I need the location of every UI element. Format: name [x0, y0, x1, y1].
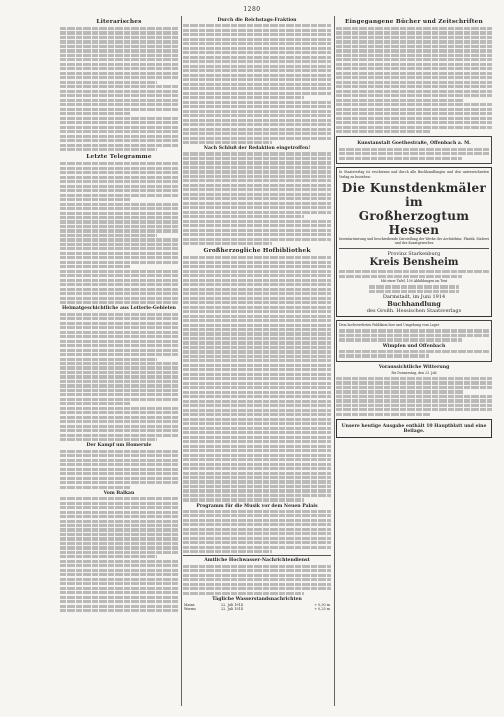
ad-title-2: Großherzogtum Hessen [358, 208, 470, 237]
heading-letzte-telegramme: Letzte Telegramme [86, 154, 152, 161]
heading-hofbibliothek: Großherzogliche Hofbibliothek [203, 248, 311, 255]
table-row: Mainz 22. Juli 1914 + 0,30 m [184, 602, 330, 607]
column-2 [183, 16, 331, 711]
heading-nach-schluss: Nach Schluß der Redaktion eingetroffen! [203, 146, 311, 152]
water-level-table [183, 603, 331, 611]
heading-buecher: Eingegangene Bücher und Zeitschriften [345, 19, 483, 25]
article-literarisches [60, 27, 178, 151]
table-row: Worms 22. Juli 1914 + 0,25 m [184, 606, 330, 611]
heading-reichstag: Durch die Reichstags-Fraktion [217, 18, 297, 23]
subheading-3: Vom Balkan [103, 490, 135, 496]
heading-hochwasser: Amtliche Hochwasser-Nachrichtendienst [204, 558, 310, 564]
column-3: Eingegangene Bücher und Zeitschriften Kunstanstalt Goethestraße, Offenbach a. M. In Staatsverlag ist erschienen und durch alle Buchhandlungen und den unterzeichneten Verlag zu beziehen: Die Kunstdenkmäler im Großherzogtum Hessen Inventarisierung und beschreibende Darstellung der Werke der Architektur, Plastik, Malerei und des Kunstgewerbes Provinz Starkenburg Kreis Bensheim Mit einer Tafel, 100 Abbildungen im Text Darmstadt, im Juni 1914 Buchhandlung des Großh. Hessischen Staatsverlags Dem hochverehrten Publikum hier und Umgebung vom Lager Wimpfen und Offenbach Voraussichtliche Witterung für Donnerstag, den 23. Juli Unsere heutige Ausgabe enthält 10 Hauptblatt und eine Beilage. [336, 16, 492, 711]
kreis-title: Kreis Bensheim [369, 256, 459, 268]
heading-witterung: Voraussichtliche Witterung [378, 364, 450, 370]
page-number: 1280 [243, 6, 261, 13]
advertisement-kunstdenkmaeler: In Staatsverlag ist erschienen und durch alle Buchhandlungen und den unterzeichneten Verlag zu beziehen: Die Kunstdenkmäler im Großherzogtum Hessen Inventarisierung und beschreibende Darstellung der Werke der Architektur, Plastik, Malerei und des Kunstgewerbes Provinz Starkenburg Kreis Bensheim Mit einer Tafel, 100 Abbildungen im Text Darmstadt, im Juni 1914 Buchhandlung des Großh. Hessischen Staatsverlags [336, 167, 492, 317]
column-1 [60, 16, 178, 711]
heading-literarisches: Literarisches [96, 19, 142, 25]
column-rule-1 [181, 16, 182, 706]
heading-wasserstand: Tägliche Wasserstandsnachrichten [212, 596, 302, 602]
telegrams-block [60, 162, 178, 304]
footer-notice: Unsere heutige Ausgabe enthält 10 Hauptblatt und eine Beilage. [336, 419, 492, 438]
column-rule-2 [334, 16, 335, 706]
advertisement-kunstanstalt: Kunstanstalt Goethestraße, Offenbach a. M. [336, 136, 492, 164]
heading-programm: Programm für die Musik vor dem Neuen Palais [196, 503, 318, 509]
subheading-1: Heimatgeschichtliche aus Lotterie-Gebieten [61, 306, 177, 312]
ad-title-1: Die Kunstdenkmäler im [341, 180, 487, 209]
subheading-2: Der Kampf um Homerule [86, 443, 152, 449]
advertisement-offenbach: Dem hochverehrten Publikum hier und Umgebung vom Lager Wimpfen und Offenbach [336, 320, 492, 362]
